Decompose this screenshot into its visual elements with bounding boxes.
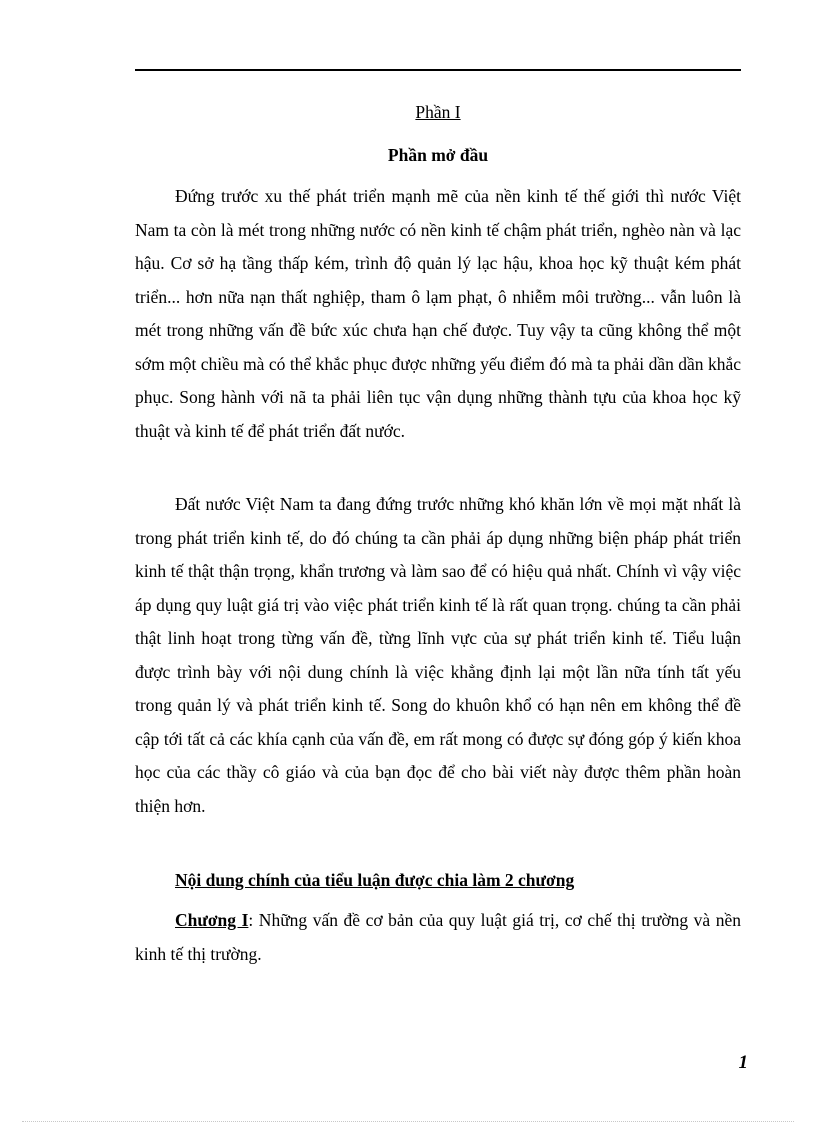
page-number: 1 (738, 1052, 748, 1073)
paragraph-1 (135, 180, 741, 448)
header-rule (135, 69, 741, 71)
chapter-1-text: : Những vấn đề cơ bản của quy luật giá trị, cơ chế thị trường và nền kinh tế thị trường. (135, 910, 741, 964)
paragraph-2 (135, 488, 741, 823)
section-title: Phần mở đầu (387, 145, 489, 165)
paragraph-2-text: Đất nước Việt Nam ta đang đứng trước những khó khăn lớn về mọi mặt nhất là trong phát triển kinh tế, do đó chúng ta cần phải áp dụng những biện pháp phát triển kinh tế thật thận trọng, khẩn trương và làm sao để có hiệu quả nhất. Chính vì vậy việc áp dụng quy luật giá trị vào việc phát triển kinh tế là rất quan trọng. chúng ta cần phải thật linh hoạt trong từng vấn đề, từng lĩnh vực của sự phát triển kinh tế. Tiểu luận được trình bày với nội dung chính là việc khẳng định lại một lần nữa tính tất yếu trong quản lý và phát triển kinh tế. Song do khuôn khổ có hạn nên em không thể đề cập tới tất cả các khía cạnh của vấn đề, em rất mong có được sự đóng góp ý kiến khoa học của các thầy cô giáo và của bạn đọc để cho bài viết này được thêm phần hoàn thiện hơn. (135, 494, 741, 816)
chapter-1-block (135, 904, 741, 971)
chapter-1-paragraph (135, 904, 741, 971)
part-heading: Phần I (415, 102, 461, 122)
content-heading: Nội dung chính của tiểu luận được chia làm 2 chương (175, 870, 575, 890)
page-bottom-border (22, 1121, 794, 1122)
chapter-1-label: Chương I (175, 910, 249, 930)
paragraph-1-text: Đứng trước xu thế phát triển mạnh mẽ của nền kinh tế thế giới thì nước Việt Nam ta còn là mét trong những nước có nền kinh tế chậm phát triển, nghèo nàn và lạc hậu. Cơ sở hạ tầng thấp kém, trình độ quản lý lạc hậu, khoa học kỹ thuật kém phát triển... hơn nữa nạn thất nghiệp, tham ô lạm phạt, ô nhiễm môi trường... vẫn luôn là mét trong những vấn đề bức xúc chưa hạn chế được. Tuy vậy ta cũng không thể một sớm một chiều mà có thể khắc phục được những yếu điểm đó mà ta phải dần dần khắc phục. Song hành với nã ta phải liên tục vận dụng những thành tựu của khoa học kỹ thuật và kinh tế để phát triển đất nước. (135, 186, 741, 441)
